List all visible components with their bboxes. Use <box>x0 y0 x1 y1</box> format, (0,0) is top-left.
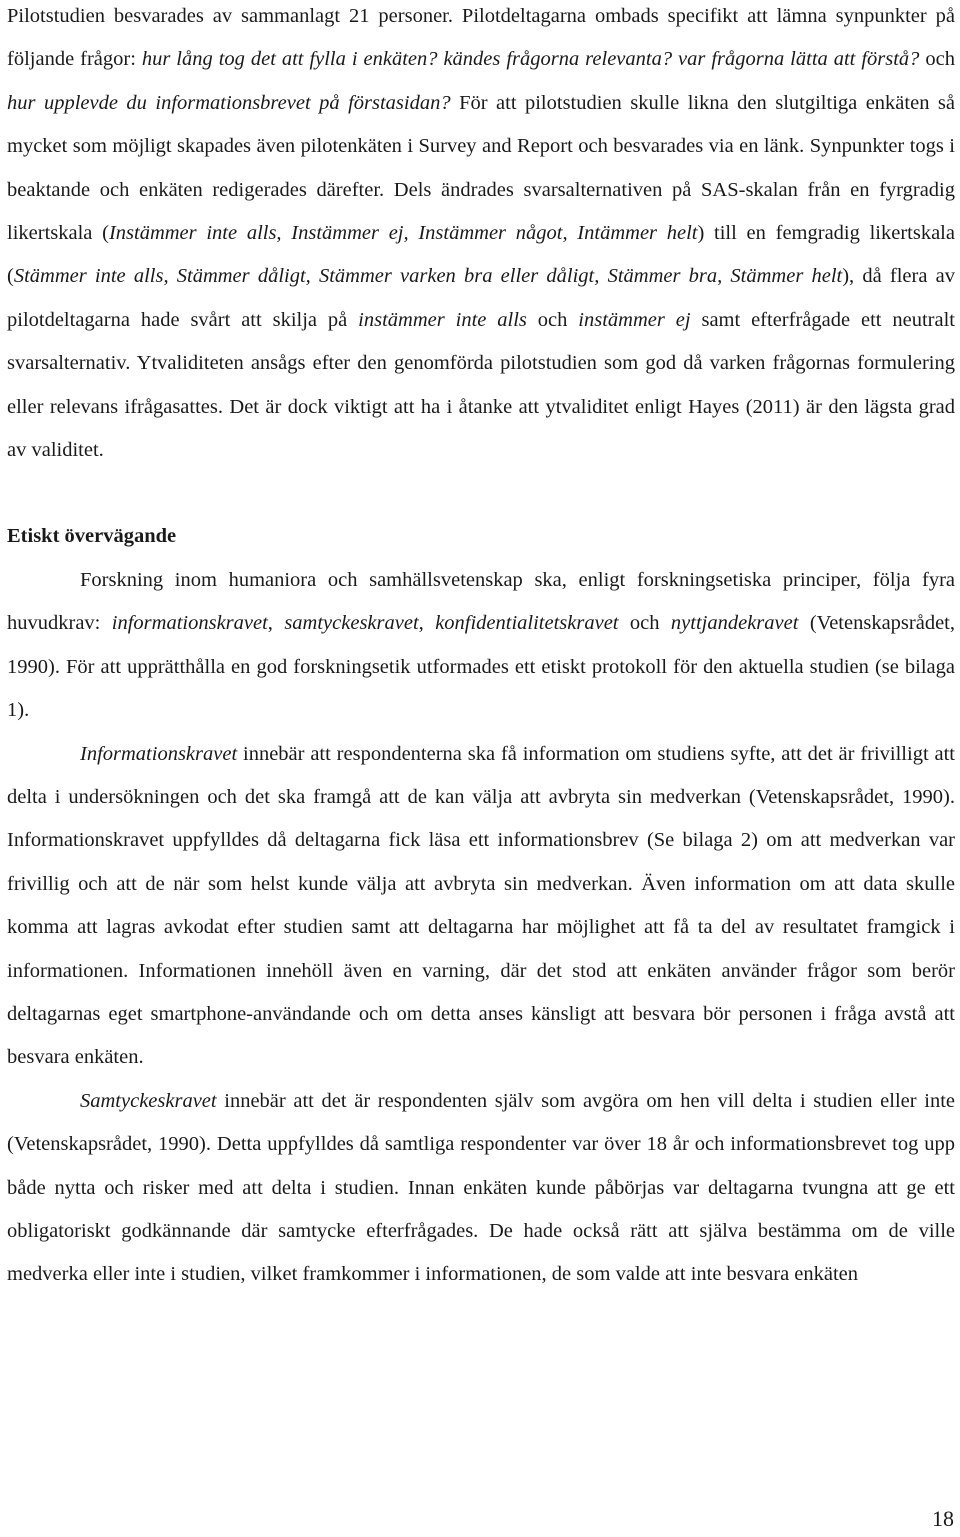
paragraph-consent-requirement <box>7 1080 955 1297</box>
text-run: , <box>418 612 436 635</box>
section-gap <box>7 472 955 515</box>
italic-text-run: instämmer inte alls <box>358 308 527 331</box>
text-run: samt efterfrågade ett neutralt svarsalternativ. Ytvaliditeten ansågs efter den genomförda pilotstudien som god då varken frågornas formulering eller relevans ifrågasattes. Det är dock viktigt att ha i åtanke att ytvaliditet enligt Hayes (2011) är den lägsta grad av validitet. <box>7 308 955 462</box>
italic-text-run: instämmer ej <box>578 308 691 331</box>
paragraph-ethics-intro <box>7 559 955 733</box>
text-run: ) till en femgradig likertskala ( <box>7 222 955 288</box>
text-run: innebär att det är respondenten själv som avgöra om hen vill delta i studien eller inte (Vetenskapsrådet, 1990). Detta uppfylldes då samtliga respondenter var över 18 år och informationsbrevet tog upp både nytta och risker med att delta i studien. Innan enkäten kunde påbörjas var deltagarna tvungna att ge ett obligatoriskt godkännande där samtycke efterfrågades. De hade också rätt att själva bestämma om de ville medverka eller inte i studien, vilket framkommer i informationen, de som valde att inte besvara enkäten <box>7 1089 955 1286</box>
italic-text-run: informationskravet <box>111 612 268 635</box>
paragraph-pilot-study <box>7 0 955 472</box>
italic-text-run: Informationskravet <box>80 742 238 765</box>
text-run: ), då flera av pilotdeltagarna hade svårt att skilja på <box>7 265 955 331</box>
italic-text-run: konfidentialitetskravet <box>435 612 619 635</box>
text-run: innebär att respondenterna ska få information om studiens syfte, att det är frivilligt att delta i undersökningen och det ska framgå att de kan välja att avbryta sin medverkan (Vetenskapsrådet, 1990). Informationskravet uppfylldes då deltagarna fick läsa ett informationsbrev (Se bilaga 2) om att medverkan var frivillig och att de när som helst kunde välja att avbryta sin medverkan. Även information om att data skulle komma att lagras avkodat efter studien samt att deltagarna har möjlighet att få ta del av resultatet framgick i informationen. Informationen innehöll även en varning, där det stod att enkäten använder frågor som berör deltagarnas eget smartphone-användande och om detta anses känsligt att besvara bör personen i fråga avstå att besvara enkäten. <box>7 742 955 1069</box>
italic-text-run: samtyckeskravet <box>284 612 419 635</box>
text-run: och <box>618 612 671 635</box>
italic-text-run: hur lång tog det att fylla i enkäten? kändes frågorna relevanta? var frågorna lätta att förstå? <box>141 48 920 71</box>
section-heading: Etiskt övervägande <box>7 525 177 548</box>
italic-text-run: Samtyckeskravet <box>80 1089 217 1112</box>
italic-text-run: Instämmer inte alls, Instämmer ej, Instämmer något, Intämmer helt <box>108 222 698 245</box>
document-page <box>7 0 955 1297</box>
paragraph-information-requirement <box>7 733 955 1080</box>
text-run: (Vetenskapsrådet, 1990). För att upprätthålla en god forskningsetik utformades ett etiskt protokoll för den aktuella studien (se bilaga 1). <box>7 612 955 722</box>
text-run: Forskning inom humaniora och samhällsvetenskap ska, enligt forskningsetiska principer, följa fyra huvudkrav: <box>7 568 955 635</box>
italic-text-run: hur upplevde du informationsbrevet på förstasidan? <box>7 91 451 114</box>
text-run: För att pilotstudien skulle likna den slutgiltiga enkäten så mycket som möjligt skapades även pilotenkäten i Survey and Report och besvarades via en länk. Synpunkter togs i beaktande och enkäten redigerades därefter. Dels ändrades svarsalternativen på SAS-skalan från en fyrgradig likertskala ( <box>7 91 955 245</box>
italic-text-run: Stämmer inte alls, Stämmer dåligt, Stämmer varken bra eller dåligt, Stämmer bra, Stämmer helt <box>13 265 843 288</box>
text-run: och <box>526 308 579 331</box>
text-run: Pilotstudien besvarades av sammanlagt 21 personer. Pilotdeltagarna ombads specifikt att lämna synpunkter på följande frågor: <box>7 5 955 71</box>
text-run: , <box>267 612 285 635</box>
page-number: 18 <box>932 1506 954 1531</box>
text-run: och <box>919 48 955 71</box>
italic-text-run: nyttjandekravet <box>670 612 799 635</box>
